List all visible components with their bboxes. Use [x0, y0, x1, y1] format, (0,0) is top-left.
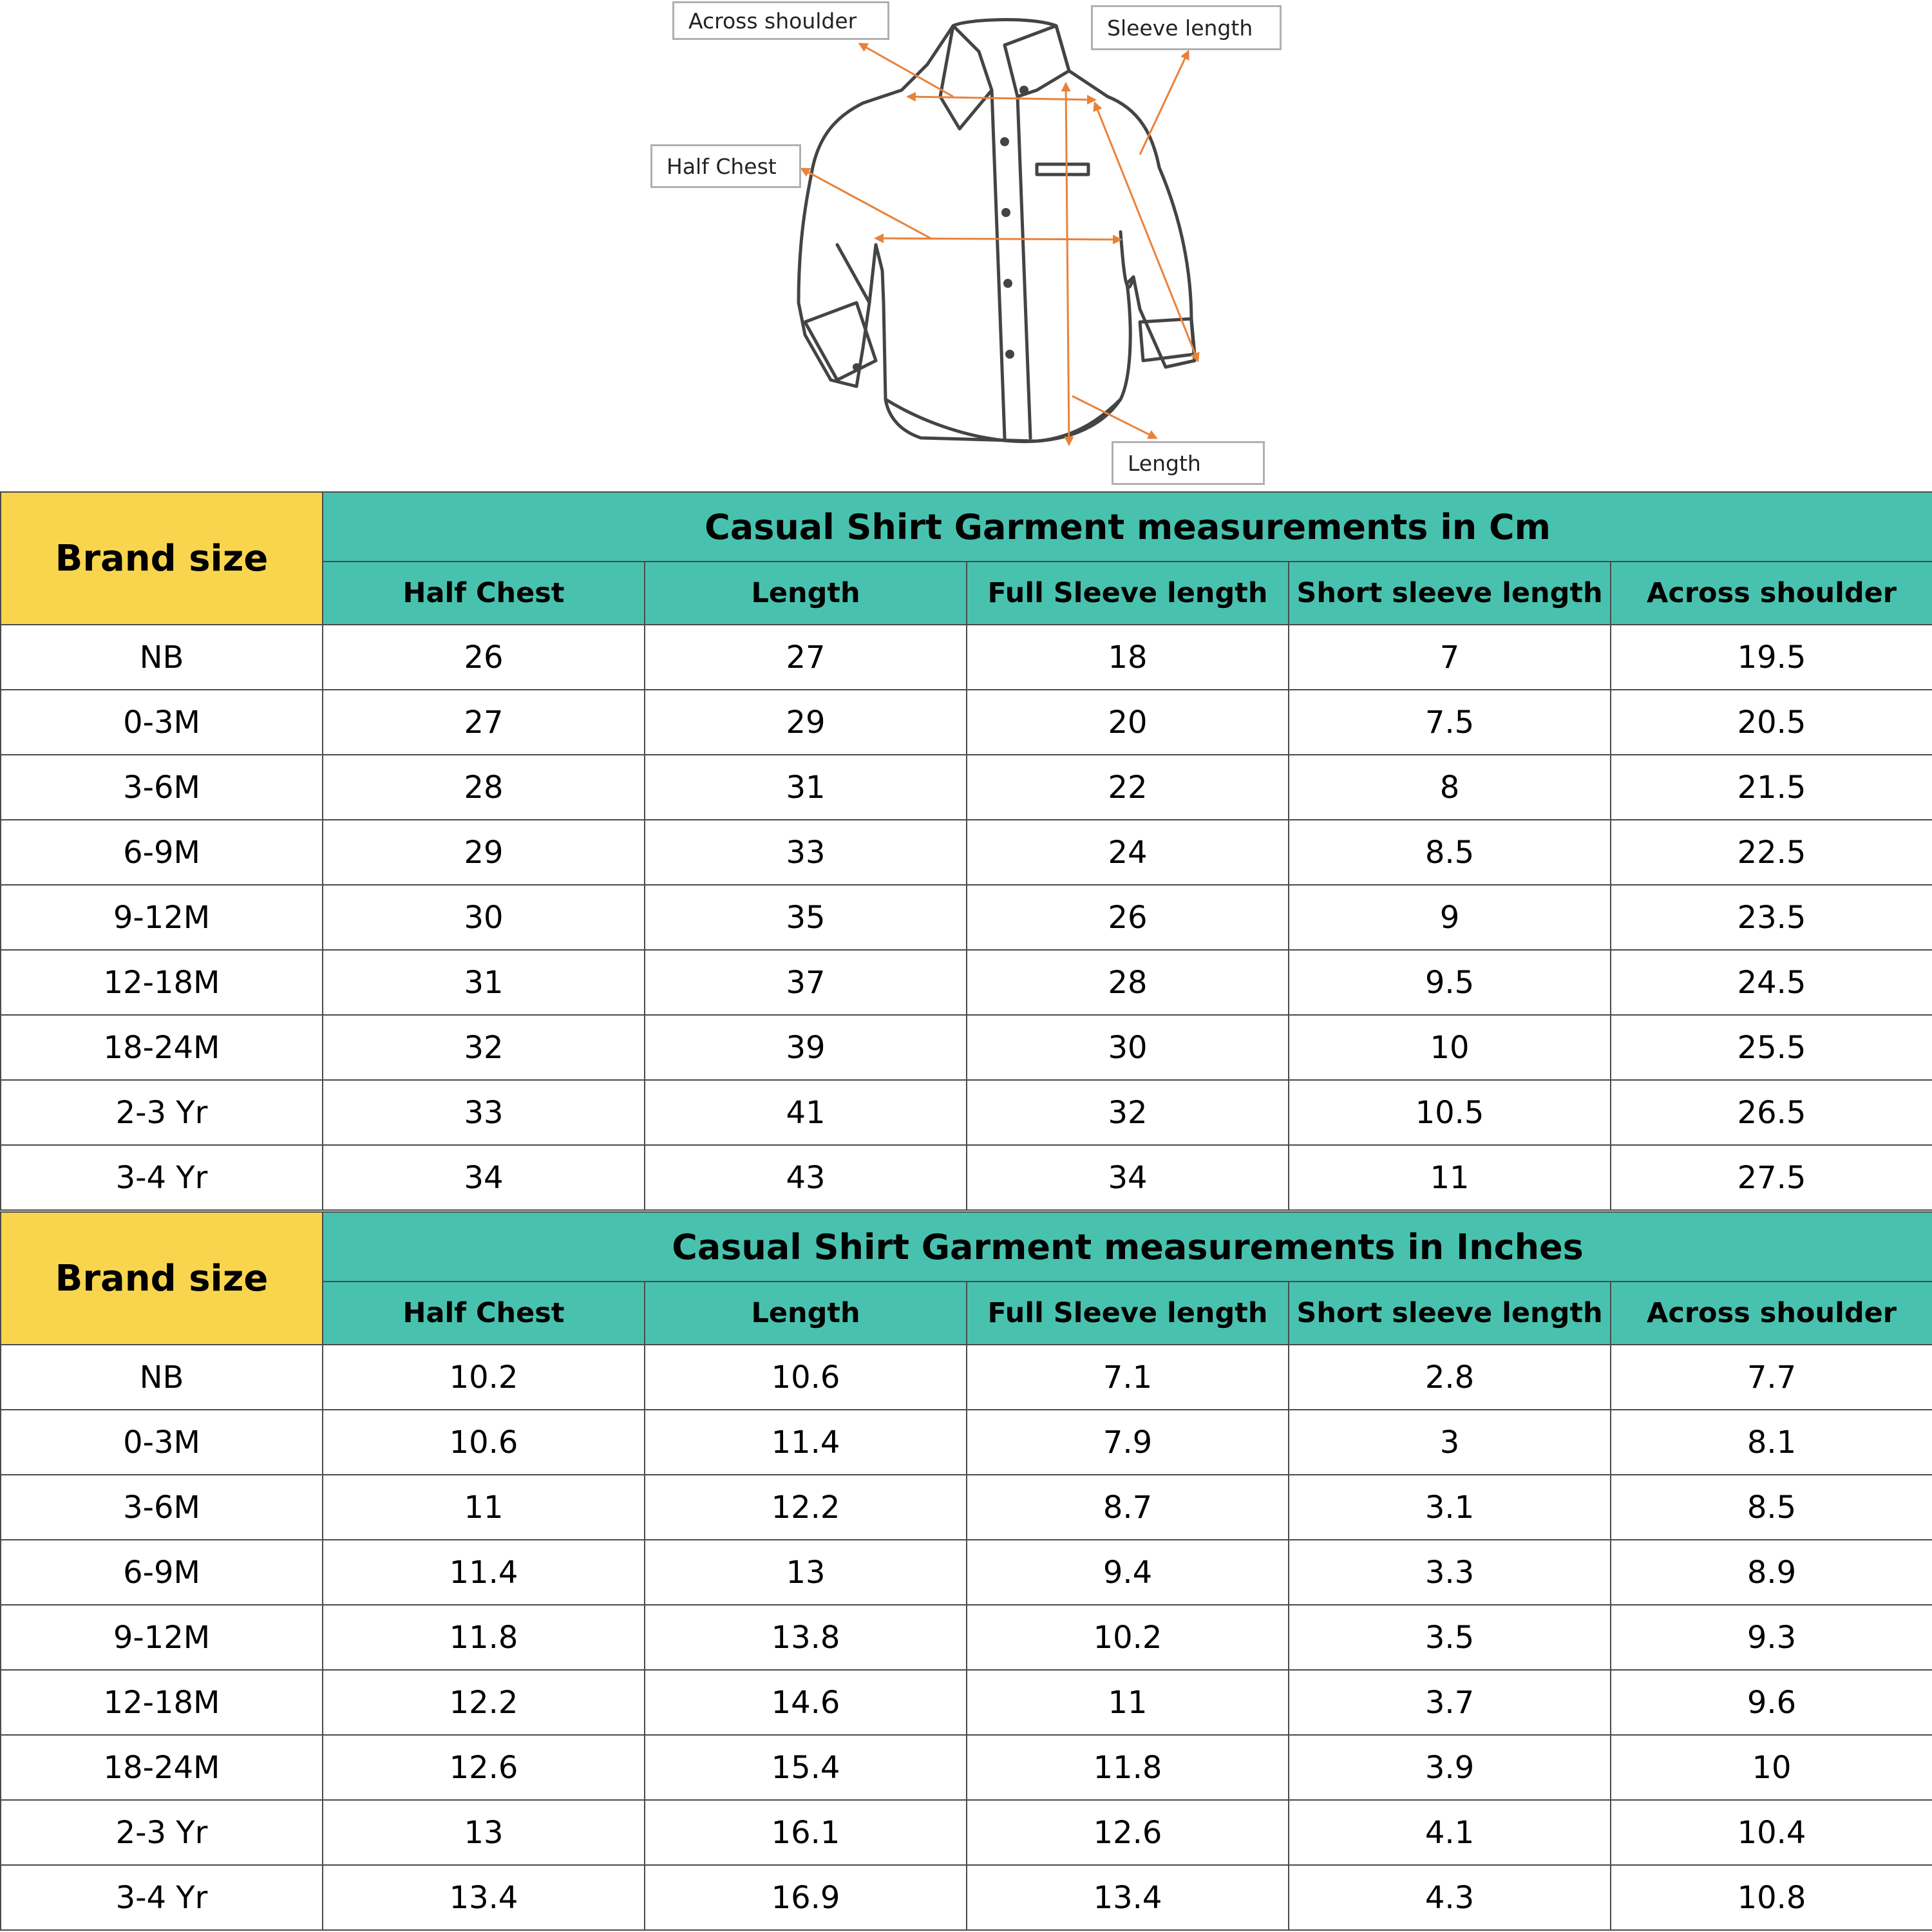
- measurement-cell: 2.8: [1289, 1345, 1611, 1410]
- callout-sleeve-length: [1091, 5, 1282, 50]
- size-label-cell: 3-4 Yr: [1, 1865, 323, 1930]
- table-row: [1, 1865, 1932, 1930]
- measurement-cell: 11.4: [323, 1540, 645, 1605]
- table-row: [1, 820, 1932, 885]
- size-label-cell: 18-24M: [1, 1735, 323, 1800]
- table-row: [1, 1080, 1932, 1145]
- measurement-cell: 7.1: [967, 1345, 1289, 1410]
- measurement-cell: 11.8: [967, 1735, 1289, 1800]
- measurement-cell: 3: [1289, 1410, 1611, 1475]
- measurement-cell: 10.6: [645, 1345, 967, 1410]
- measurement-cell: 41: [645, 1080, 967, 1145]
- measurement-cell: 34: [967, 1145, 1289, 1210]
- size-label-cell: NB: [1, 625, 323, 690]
- table-row: [1, 755, 1932, 820]
- size-label-cell: 12-18M: [1, 950, 323, 1015]
- column-header: Full Sleeve length: [967, 1282, 1289, 1345]
- measurement-cell: 12.2: [323, 1670, 645, 1735]
- measurement-cell: 8: [1289, 755, 1611, 820]
- measurement-cell: 35: [645, 885, 967, 950]
- measurement-cell: 39: [645, 1015, 967, 1080]
- measurement-cell: 34: [323, 1145, 645, 1210]
- size-table-cm: [0, 491, 1932, 1211]
- table-title: Casual Shirt Garment measurements in Cm: [323, 492, 1932, 562]
- table-row: [1, 1540, 1932, 1605]
- measurement-cell: 29: [323, 820, 645, 885]
- table-row: [1, 950, 1932, 1015]
- table-row: [1, 1475, 1932, 1540]
- table-row: [1, 690, 1932, 755]
- measurement-cell: 3.9: [1289, 1735, 1611, 1800]
- table-title-row: [1, 1212, 1932, 1282]
- measurement-cell: 8.1: [1611, 1410, 1932, 1475]
- measurement-cell: 10.2: [323, 1345, 645, 1410]
- measurement-cell: 10.6: [323, 1410, 645, 1475]
- measurement-cell: 7.7: [1611, 1345, 1932, 1410]
- size-label-cell: 0-3M: [1, 1410, 323, 1475]
- column-header: Across shoulder: [1611, 1282, 1932, 1345]
- table-row: [1, 1605, 1932, 1670]
- measurement-cell: 9.6: [1611, 1670, 1932, 1735]
- measurement-cell: 14.6: [645, 1670, 967, 1735]
- measurement-cell: 12.6: [967, 1800, 1289, 1865]
- size-label-cell: 2-3 Yr: [1, 1080, 323, 1145]
- measurement-cell: 29: [645, 690, 967, 755]
- measurement-cell: 4.3: [1289, 1865, 1611, 1930]
- size-label-cell: 0-3M: [1, 690, 323, 755]
- measurement-cell: 3.1: [1289, 1475, 1611, 1540]
- table-row: [1, 1410, 1932, 1475]
- table-row: [1, 1145, 1932, 1210]
- callout-across-shoulder: [672, 1, 889, 40]
- measurement-cell: 26: [323, 625, 645, 690]
- measurement-cell: 11: [967, 1670, 1289, 1735]
- measurement-cell: 10.8: [1611, 1865, 1932, 1930]
- size-label-cell: NB: [1, 1345, 323, 1410]
- size-label-cell: 9-12M: [1, 1605, 323, 1670]
- measurement-cell: 13.4: [323, 1865, 645, 1930]
- measurement-cell: 43: [645, 1145, 967, 1210]
- measurement-cell: 32: [323, 1015, 645, 1080]
- measurement-cell: 19.5: [1611, 625, 1932, 690]
- measurement-cell: 10.2: [967, 1605, 1289, 1670]
- measurement-cell: 7.5: [1289, 690, 1611, 755]
- measurement-cell: 9.5: [1289, 950, 1611, 1015]
- measurement-cell: 10.4: [1611, 1800, 1932, 1865]
- measurement-cell: 3.7: [1289, 1670, 1611, 1735]
- table-row: [1, 885, 1932, 950]
- measurement-cell: 13: [645, 1540, 967, 1605]
- measurement-cell: 7: [1289, 625, 1611, 690]
- measurement-cell: 26.5: [1611, 1080, 1932, 1145]
- table-body: [1, 625, 1932, 1210]
- column-header: Length: [645, 1282, 967, 1345]
- size-label-cell: 12-18M: [1, 1670, 323, 1735]
- measurement-cell: 21.5: [1611, 755, 1932, 820]
- measurement-cell: 11.8: [323, 1605, 645, 1670]
- measurement-cell: 8.9: [1611, 1540, 1932, 1605]
- column-header: Short sleeve length: [1289, 562, 1611, 625]
- shirt-measurement-diagram: [0, 0, 1932, 489]
- measurement-cell: 4.1: [1289, 1800, 1611, 1865]
- measurement-cell: 18: [967, 625, 1289, 690]
- table-title-row: [1, 492, 1932, 562]
- measurement-cell: 20.5: [1611, 690, 1932, 755]
- size-label-cell: 18-24M: [1, 1015, 323, 1080]
- size-label-cell: 3-6M: [1, 755, 323, 820]
- size-label-cell: 6-9M: [1, 1540, 323, 1605]
- measurement-cell: 27: [323, 690, 645, 755]
- measurement-cell: 11: [1289, 1145, 1611, 1210]
- size-label-cell: 3-6M: [1, 1475, 323, 1540]
- measurement-cell: 31: [323, 950, 645, 1015]
- measurement-cell: 28: [967, 950, 1289, 1015]
- measurement-cell: 16.9: [645, 1865, 967, 1930]
- measurement-cell: 27: [645, 625, 967, 690]
- brand-size-header: Brand size: [1, 1212, 323, 1345]
- measurement-cell: 9.4: [967, 1540, 1289, 1605]
- callout-length: [1112, 441, 1265, 485]
- callout-label: Sleeve length: [1107, 15, 1253, 41]
- column-header: Length: [645, 562, 967, 625]
- table-title: Casual Shirt Garment measurements in Inches: [323, 1212, 1932, 1282]
- measurement-cell: 3.3: [1289, 1540, 1611, 1605]
- measurement-cell: 8.7: [967, 1475, 1289, 1540]
- measurement-cell: 9.3: [1611, 1605, 1932, 1670]
- column-header: Short sleeve length: [1289, 1282, 1611, 1345]
- measurement-cell: 3.5: [1289, 1605, 1611, 1670]
- measurement-cell: 12.6: [323, 1735, 645, 1800]
- table-row: [1, 1735, 1932, 1800]
- callout-label: Across shoulder: [688, 8, 857, 33]
- measurement-cell: 30: [967, 1015, 1289, 1080]
- measurement-cell: 24: [967, 820, 1289, 885]
- measurement-cell: 24.5: [1611, 950, 1932, 1015]
- measurement-cell: 27.5: [1611, 1145, 1932, 1210]
- column-header: Half Chest: [323, 562, 645, 625]
- shirt-icon: [0, 0, 1932, 489]
- callout-label: Length: [1128, 450, 1201, 476]
- table-row: [1, 1800, 1932, 1865]
- measurement-cell: 15.4: [645, 1735, 967, 1800]
- callout-label: Half Chest: [667, 153, 777, 179]
- column-header: Half Chest: [323, 1282, 645, 1345]
- measurement-cell: 22.5: [1611, 820, 1932, 885]
- size-label-cell: 9-12M: [1, 885, 323, 950]
- callout-half-chest: [650, 144, 801, 188]
- measurement-cell: 23.5: [1611, 885, 1932, 950]
- measurement-cell: 30: [323, 885, 645, 950]
- table-row: [1, 1345, 1932, 1410]
- measurement-cell: 26: [967, 885, 1289, 950]
- measurement-cell: 20: [967, 690, 1289, 755]
- measurement-cell: 16.1: [645, 1800, 967, 1865]
- measurement-cell: 13: [323, 1800, 645, 1865]
- measurement-cell: 13.8: [645, 1605, 967, 1670]
- measurement-cell: 12.2: [645, 1475, 967, 1540]
- size-label-cell: 3-4 Yr: [1, 1145, 323, 1210]
- measurement-cell: 13.4: [967, 1865, 1289, 1930]
- measurement-cell: 33: [645, 820, 967, 885]
- measurement-cell: 28: [323, 755, 645, 820]
- measurement-cell: 10.5: [1289, 1080, 1611, 1145]
- column-header: Full Sleeve length: [967, 562, 1289, 625]
- measurement-cell: 25.5: [1611, 1015, 1932, 1080]
- measurement-cell: 8.5: [1611, 1475, 1932, 1540]
- measurement-cell: 11.4: [645, 1410, 967, 1475]
- table-row: [1, 1670, 1932, 1735]
- measurement-cell: 32: [967, 1080, 1289, 1145]
- table-body: [1, 1345, 1932, 1930]
- measurement-cell: 33: [323, 1080, 645, 1145]
- column-header: Across shoulder: [1611, 562, 1932, 625]
- brand-size-header: Brand size: [1, 492, 323, 625]
- measurement-cell: 10: [1611, 1735, 1932, 1800]
- size-table-inches: [0, 1211, 1932, 1931]
- table-row: [1, 625, 1932, 690]
- measurement-cell: 7.9: [967, 1410, 1289, 1475]
- measurement-cell: 10: [1289, 1015, 1611, 1080]
- measurement-cell: 22: [967, 755, 1289, 820]
- measurement-cell: 37: [645, 950, 967, 1015]
- table-row: [1, 1015, 1932, 1080]
- size-label-cell: 6-9M: [1, 820, 323, 885]
- measurement-cell: 9: [1289, 885, 1611, 950]
- measurement-cell: 11: [323, 1475, 645, 1540]
- size-label-cell: 2-3 Yr: [1, 1800, 323, 1865]
- measurement-cell: 31: [645, 755, 967, 820]
- measurement-cell: 8.5: [1289, 820, 1611, 885]
